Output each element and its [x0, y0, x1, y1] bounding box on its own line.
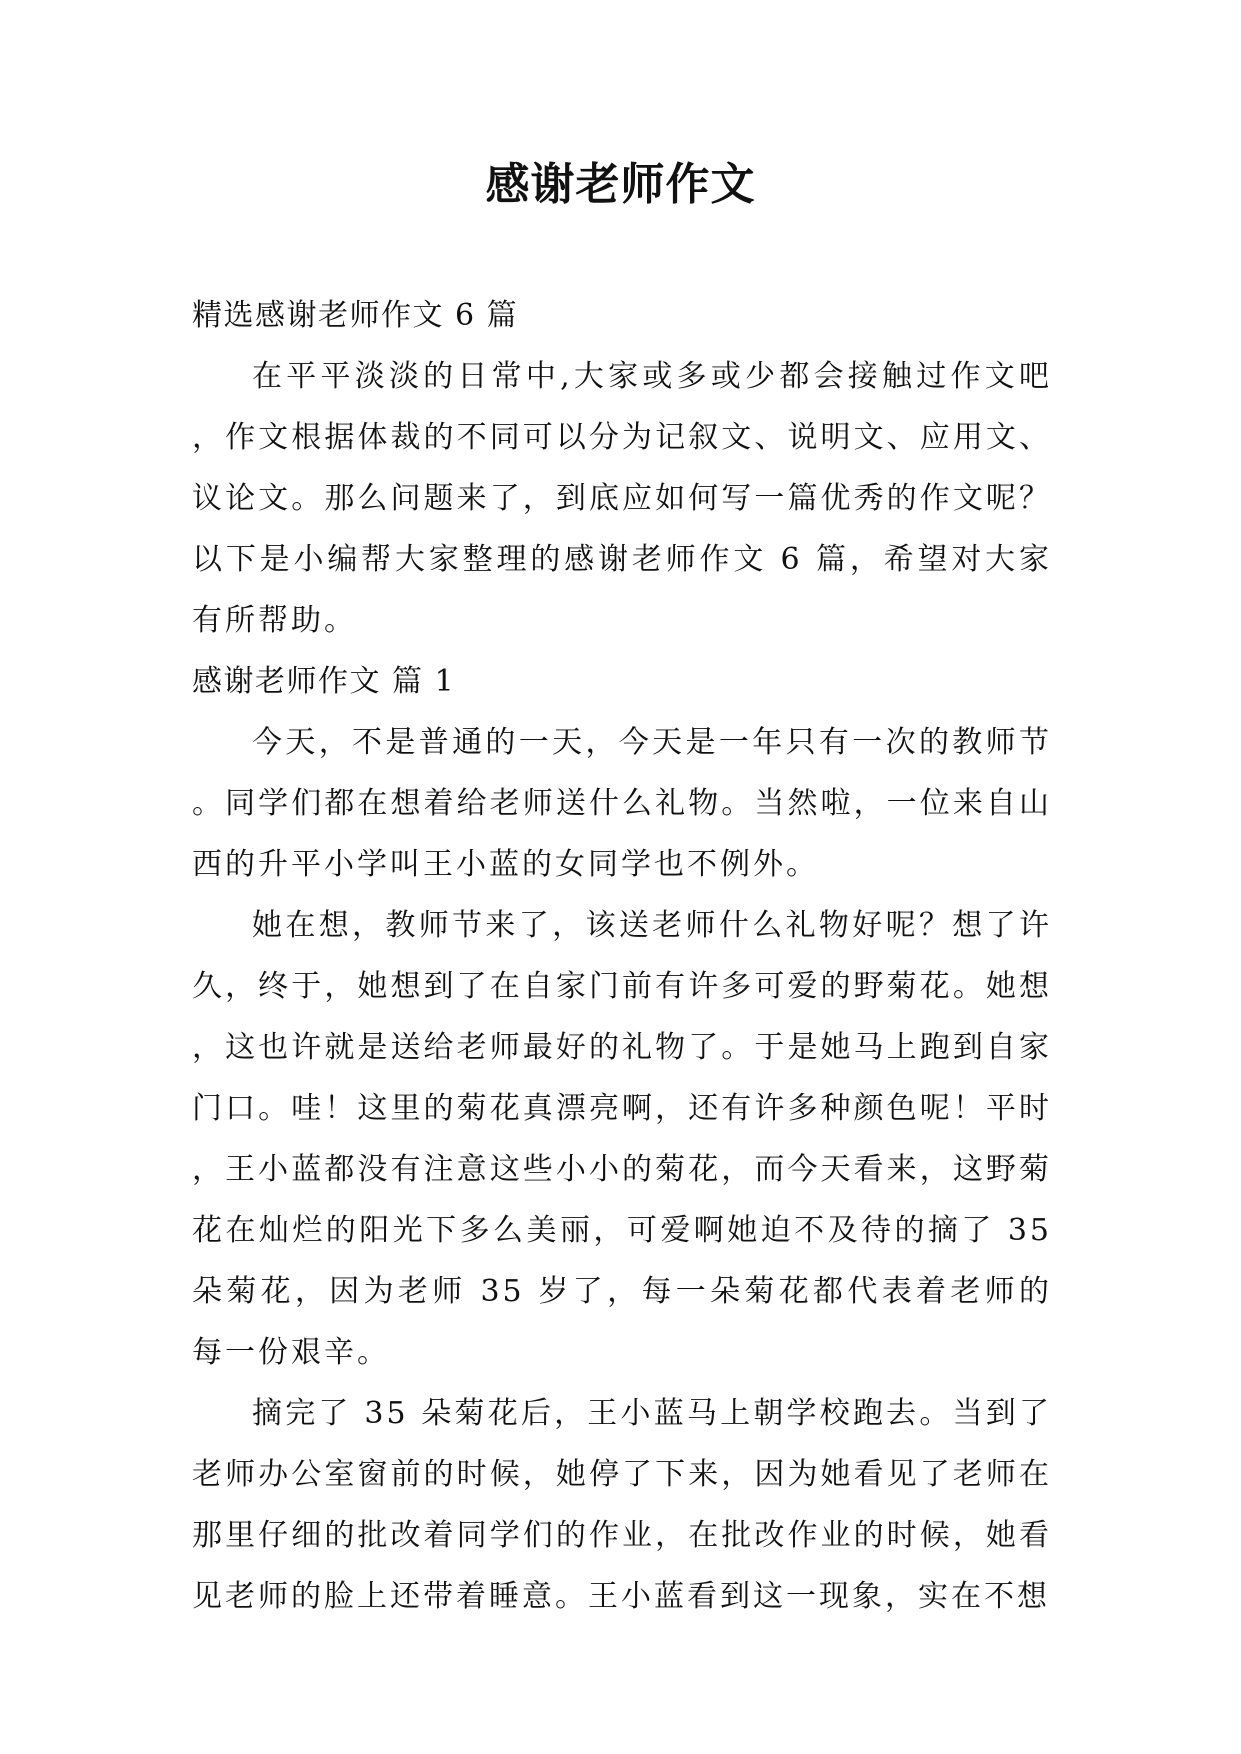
body-paragraph-2: 她在想，教师节来了，该送老师什么礼物好呢？想了许久，终于，她想到了在自家门前有许多可爱的野菊花。她想，这也许就是送给老师最好的礼物了。于是她马上跑到自家门口。哇！这里的菊花真漂亮啊，还有许多种颜色呢！平时，王小蓝都没有注意这些小小的菊花，而今天看来，这野菊花在灿烂的阳光下多么美丽，可爱啊她迫不及待的摘了 35 朵菊花，因为老师 35 岁了，每一朵菊花都代表着老师的每一份艰辛。: [192, 908, 1052, 1370]
intro-paragraph: 在平平淡淡的日常中,大家或多或少都会接触过作文吧，作文根据体裁的不同可以分为记叙文、说明文、应用文、议论文。那么问题来了，到底应如何写一篇优秀的作文呢？以下是小编帮大家整理的感谢老师作文 6 篇，希望对大家有所帮助。: [192, 359, 1052, 638]
section-heading: 感谢老师作文 篇 1: [192, 664, 456, 699]
body-paragraph-1: 今天，不是普通的一天，今天是一年只有一次的教师节。同学们都在想着给老师送什么礼物。当然啦，一位来自山西的升平小学叫王小蓝的女同学也不例外。: [192, 725, 1052, 882]
document-title: 感谢老师作文: [485, 159, 756, 210]
document-body: [192, 285, 1052, 1627]
document-subtitle: 精选感谢老师作文 6 篇: [192, 298, 519, 333]
body-paragraph-3: 摘完了 35 朵菊花后，王小蓝马上朝学校跑去。当到了老师办公室窗前的时候，她停了下来，因为她看见了老师在那里仔细的批改着同学们的作业，在批改作业的时候，她看见老师的脸上还带着睡意。王小蓝看到这一现象，实在不想: [192, 1396, 1052, 1614]
